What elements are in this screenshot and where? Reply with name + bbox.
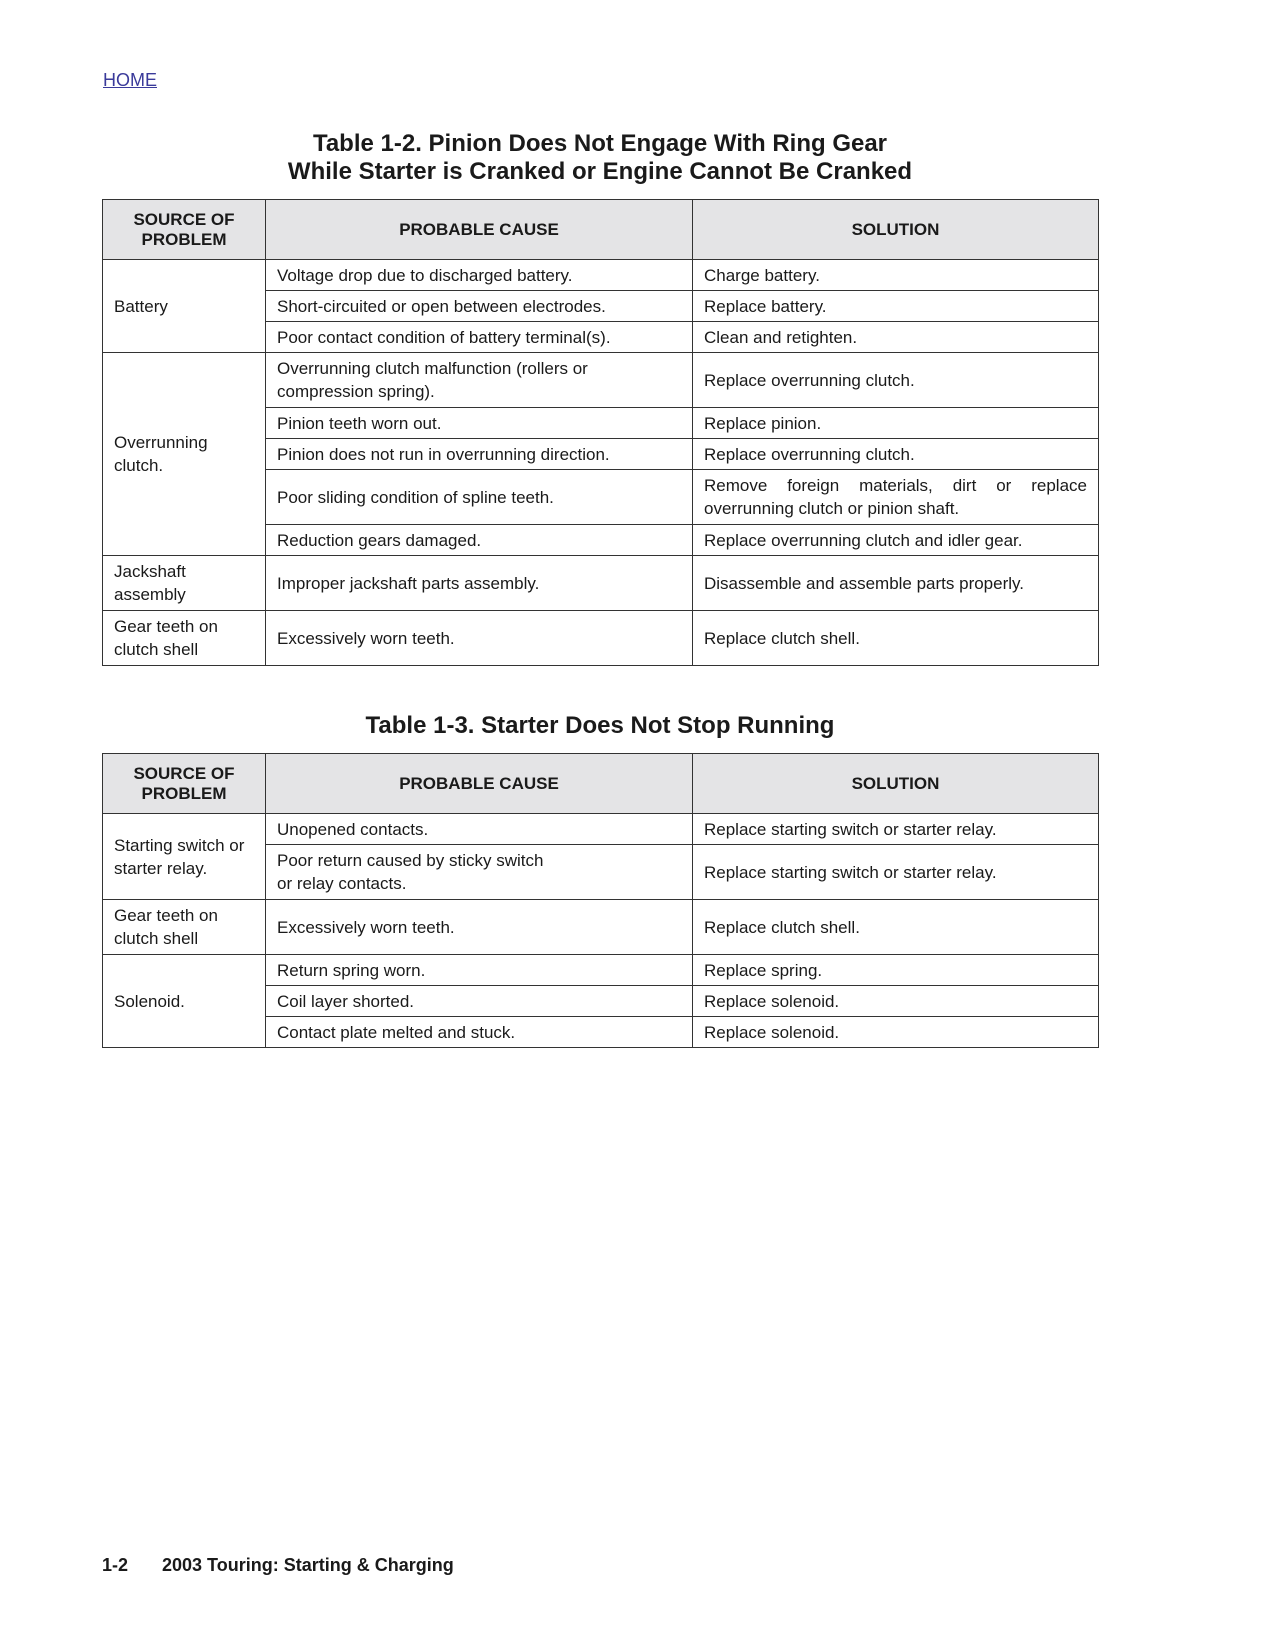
header-source-line-1: SOURCE OF	[133, 209, 235, 229]
source-cell: Gear teeth on clutch shell	[103, 611, 266, 666]
header-probable-cause: PROBABLE CAUSE	[266, 200, 693, 260]
solution-cell: Replace solenoid.	[693, 986, 1099, 1017]
cause-cell: Unopened contacts.	[266, 814, 693, 845]
header-source-of-problem	[103, 754, 266, 814]
cause-cell: Improper jackshaft parts assembly.	[266, 556, 693, 611]
solution-cell: Replace overrunning clutch.	[693, 353, 1099, 408]
solution-cell: Replace starting switch or starter relay.	[693, 845, 1099, 900]
cause-text: Poor return caused by sticky switch or relay contacts.	[277, 851, 544, 893]
manual-title: 2003 Touring: Starting & Charging	[162, 1555, 454, 1575]
table-1-title-line-2: While Starter is Cranked or Engine Cannot Be Cranked	[287, 158, 913, 185]
solution-cell: Replace clutch shell.	[693, 611, 1099, 666]
solution-cell: Disassemble and assemble parts properly.	[693, 556, 1099, 611]
header-solution: SOLUTION	[693, 200, 1099, 260]
source-cell: Gear teeth on clutch shell	[103, 900, 266, 955]
solution-cell: Clean and retighten.	[693, 322, 1099, 353]
source-cell: Starting switch or starter relay.	[103, 814, 266, 900]
table-row	[103, 611, 1099, 666]
solution-cell: Replace spring.	[693, 955, 1099, 986]
troubleshooting-table-pinion	[102, 199, 1099, 666]
solution-cell: Replace overrunning clutch.	[693, 439, 1099, 470]
table-1-title	[102, 130, 1098, 186]
source-cell: Solenoid.	[103, 955, 266, 1048]
table-row	[103, 556, 1099, 611]
table-row	[103, 900, 1099, 955]
cause-cell: Pinion teeth worn out.	[266, 408, 693, 439]
solution-cell: Replace overrunning clutch and idler gear.	[693, 525, 1099, 556]
solution-cell: Replace starting switch or starter relay.	[693, 814, 1099, 845]
cause-cell: Reduction gears damaged.	[266, 525, 693, 556]
solution-cell: Replace battery.	[693, 291, 1099, 322]
header-solution: SOLUTION	[693, 754, 1099, 814]
page-number: 1-2	[102, 1555, 129, 1575]
table-row	[103, 353, 1099, 408]
source-cell: Jackshaft assembly	[103, 556, 266, 611]
table-2-title: Table 1-3. Starter Does Not Stop Running	[365, 712, 835, 739]
header-source-line-2: PROBLEM	[141, 783, 227, 803]
cause-cell: Coil layer shorted.	[266, 986, 693, 1017]
cause-cell	[266, 845, 693, 900]
table-row	[103, 955, 1099, 986]
cause-cell: Poor sliding condition of spline teeth.	[266, 470, 693, 525]
header-source-line-1: SOURCE OF	[133, 763, 235, 783]
solution-cell: Replace solenoid.	[693, 1017, 1099, 1048]
troubleshooting-table-starter	[102, 753, 1099, 1048]
solution-cell: Charge battery.	[693, 260, 1099, 291]
solution-cell: Replace pinion.	[693, 408, 1099, 439]
cause-cell: Voltage drop due to discharged battery.	[266, 260, 693, 291]
home-link[interactable]: HOME	[103, 70, 157, 90]
table-1-title-line-1: Table 1-2. Pinion Does Not Engage With Ring Gear	[312, 130, 888, 157]
cause-cell: Excessively worn teeth.	[266, 900, 693, 955]
page-footer	[102, 1555, 454, 1576]
table-header-row	[103, 754, 1099, 814]
header-probable-cause: PROBABLE CAUSE	[266, 754, 693, 814]
cause-cell: Poor contact condition of battery terminal(s).	[266, 322, 693, 353]
solution-cell: Replace clutch shell.	[693, 900, 1099, 955]
cause-cell: Pinion does not run in overrunning direction.	[266, 439, 693, 470]
source-cell: Battery	[103, 260, 266, 353]
table-header-row	[103, 200, 1099, 260]
table-row	[103, 814, 1099, 845]
cause-cell: Excessively worn teeth.	[266, 611, 693, 666]
cause-cell: Overrunning clutch malfunction (rollers or compression spring).	[266, 353, 693, 408]
source-cell: Overrunning clutch.	[103, 353, 266, 556]
cause-cell: Short-circuited or open between electrodes.	[266, 291, 693, 322]
solution-cell: Remove foreign materials, dirt or replace overrunning clutch or pinion shaft.	[693, 470, 1099, 525]
header-source-line-2: PROBLEM	[141, 229, 227, 249]
cause-cell: Return spring worn.	[266, 955, 693, 986]
table-row	[103, 260, 1099, 291]
header-source-of-problem	[103, 200, 266, 260]
cause-cell: Contact plate melted and stuck.	[266, 1017, 693, 1048]
